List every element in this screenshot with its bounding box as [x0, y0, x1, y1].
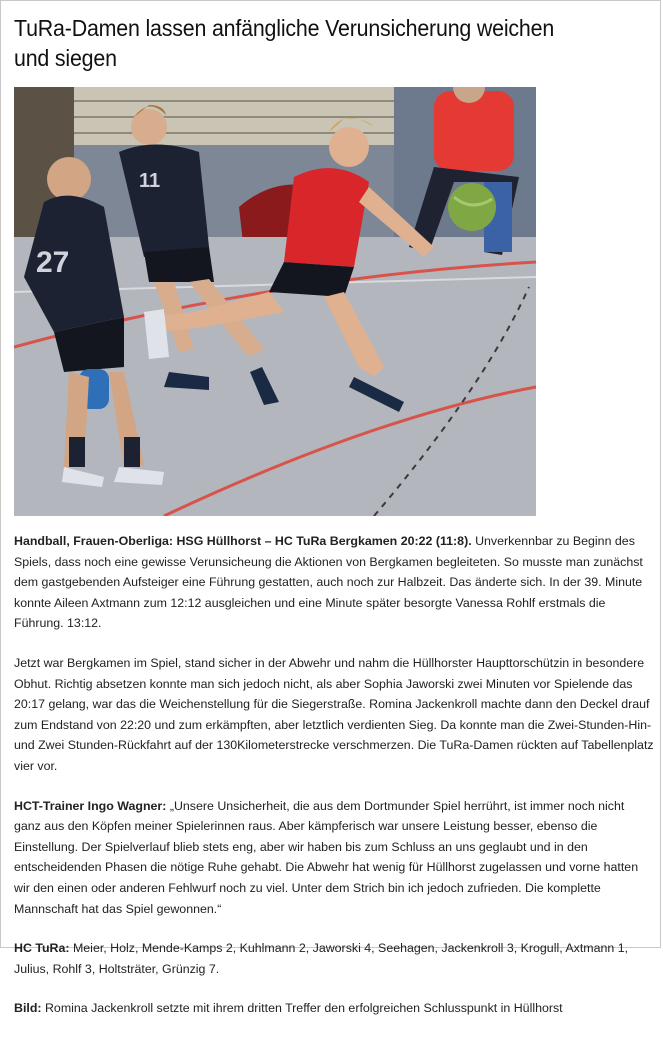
paragraph-text: Unverkennbar zu Beginn des Spiels, dass noch eine gewisse Verunsicheung die Aktionen von Bergkamen begleiteten. So musste man zunächst dem gastgebenden Aufsteiger eine Führung gestatten, auch noch zur Halbzeit. Das änderte sich. In der 39. Minute konnte Aileen Axtmann zum 12:12 ausgleichen und eine Minute später besorgte Vanessa Rohlf erstmals die Führung. 13:12.: [14, 534, 643, 631]
jersey-number-left: 27: [36, 246, 70, 279]
handball: [448, 183, 496, 231]
jersey-number-middle: 11: [139, 170, 161, 192]
paragraph-match-report: [14, 531, 654, 634]
paragraph-text: Jetzt war Bergkamen im Spiel, stand sicher in der Abwehr und nahm die Hüllhorster Haupttorschützin in besondere Obhut. Richtig absetzen konnte man sich jedoch nicht, als aber Sophia Jaworski zwei Minuten vor Spielende das 20:17 gelang, war das die Weichenstellung für die Siegerstraße. Romina Jackenkroll machte dann den Deckel drauf zum Endstand von 22:20 und zum erkämpften, aber letztlich verdienten Sieg. Da konnte man die Zwei-Stunden-Hin- und Zwei Stunden-Rückfahrt auf der 130Kilometerstrecke verschmerzen. Die TuRa-Damen rückten auf Tabellenplatz vier vor.: [14, 655, 654, 773]
article-title: TuRa-Damen lassen anfängliche Verunsicherung weichen und siegen: [14, 15, 555, 71]
paragraph-lead: Handball, Frauen-Oberliga: HSG Hüllhorst – HC TuRa Bergkamen 20:22 (11:8).: [14, 534, 472, 548]
paragraph-text: Meier, Holz, Mende-Kamps 2, Kuhlmann 2, Jaworski 4, Seehagen, Jackenkroll 3, Krogull, Axtmann 1, Julius, Rohlf 3, Holtsträter, Grünzig 7.: [14, 941, 629, 976]
paragraph-lead: Bild:: [14, 1001, 42, 1016]
paragraph-lineup: [14, 938, 654, 979]
paragraph-text: Romina Jackenkroll setzte mit ihrem dritten Treffer den erfolgreichen Schlusspunkt in Hüllhorst: [41, 1001, 563, 1016]
paragraph-lead: HC TuRa:: [14, 941, 70, 956]
paragraph-lead: HCT-Trainer Ingo Wagner:: [14, 798, 167, 813]
paragraph-second-half: [14, 653, 654, 777]
article-body: [14, 531, 654, 1038]
paragraph-text: „Unsere Unsicherheit, die aus dem Dortmunder Spiel herrührt, ist immer noch nicht ganz aus den Köpfen meiner Spielerinnen raus. Aber kämpferisch war unsere Leistung besser, ebenso die Einstellung. Der Spielverlauf blieb stets eng, aber wir haben bis zum Schluss an uns geglaubt und in den entscheidenden Phasen die nötige Ruhe gehabt. Die Abwehr hat wenig für Hüllhorst zugelassen und vorne hatten wir den einen oder anderen Fehlwurf noch zu viel. Unter dem Strich bin ich jedoch zufrieden. Die komplette Mannschaft hat das Spiel gewonnen.“: [14, 798, 639, 916]
article-photo: [14, 87, 536, 516]
paragraph-caption: [14, 998, 654, 1019]
paragraph-coach-quote: [14, 796, 654, 920]
